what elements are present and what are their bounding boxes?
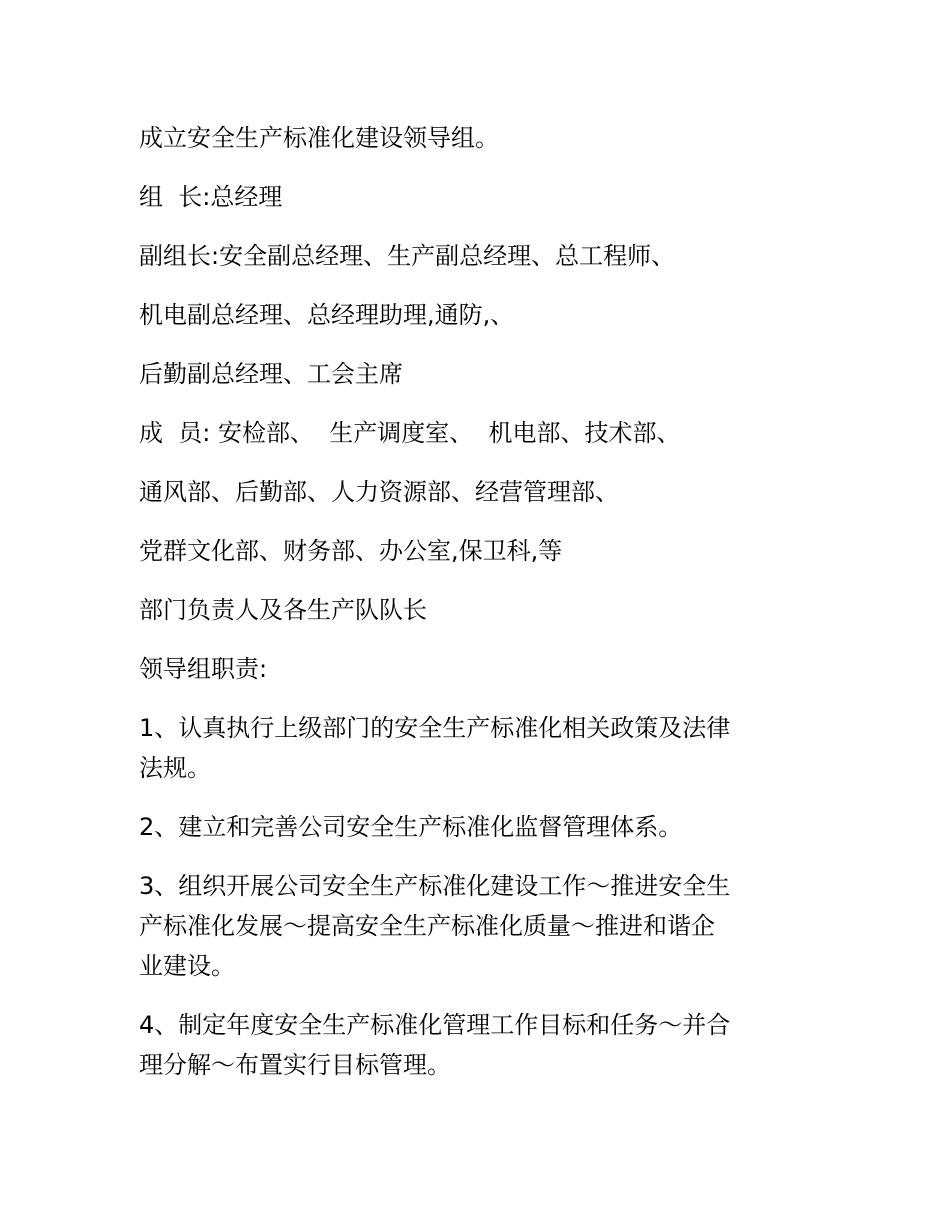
members-line-2: 通风部、后勤部、人力资源部、经营管理部、: [139, 478, 619, 506]
deputy-leader-line-2: 机电副总经理、总经理助理,通防,、: [139, 301, 515, 329]
leader-line: 组 长:总经理: [139, 183, 283, 211]
deputy-leader-line-3: 后勤副总经理、工会主席: [139, 360, 403, 388]
duty-item-1-row-2: 法规。: [139, 754, 211, 782]
members-line-3: 党群文化部、财务部、办公室,保卫科,等: [139, 537, 563, 565]
document-body: [139, 118, 819, 1104]
duty-item-3: [139, 866, 819, 986]
duties-heading: 领导组职责:: [139, 655, 268, 683]
duty-item-4-row-2: 理分解～布置实行目标管理。: [139, 1051, 451, 1079]
duty-item-3-row-3: 业建设。: [139, 952, 235, 980]
duty-item-3-row-1: 3、组织开展公司安全生产标准化建设工作～推进安全生: [139, 872, 731, 900]
members-line: 成 员: 安检部、 生产调度室、 机电部、技术部、: [139, 419, 681, 447]
duty-item-3-row-2: 产标准化发展～提高安全生产标准化质量～推进和谐企: [139, 912, 715, 940]
duty-item-4: [139, 1005, 819, 1085]
deputy-leader-line: 副组长:安全副总经理、生产副总经理、总工程师、: [139, 242, 676, 270]
duty-item-1: [139, 708, 819, 788]
duty-item-2: [139, 807, 819, 847]
duty-item-1-row-1: 1、认真执行上级部门的安全生产标准化相关政策及法律: [139, 714, 731, 742]
duty-item-2-row-1: 2、建立和完善公司安全生产标准化监督管理体系。: [139, 813, 683, 841]
duty-item-4-row-1: 4、制定年度安全生产标准化管理工作目标和任务～并合: [139, 1011, 731, 1039]
members-line-4: 部门负责人及各生产队队长: [139, 596, 427, 624]
heading-line: 成立安全生产标准化建设领导组。: [139, 124, 499, 152]
